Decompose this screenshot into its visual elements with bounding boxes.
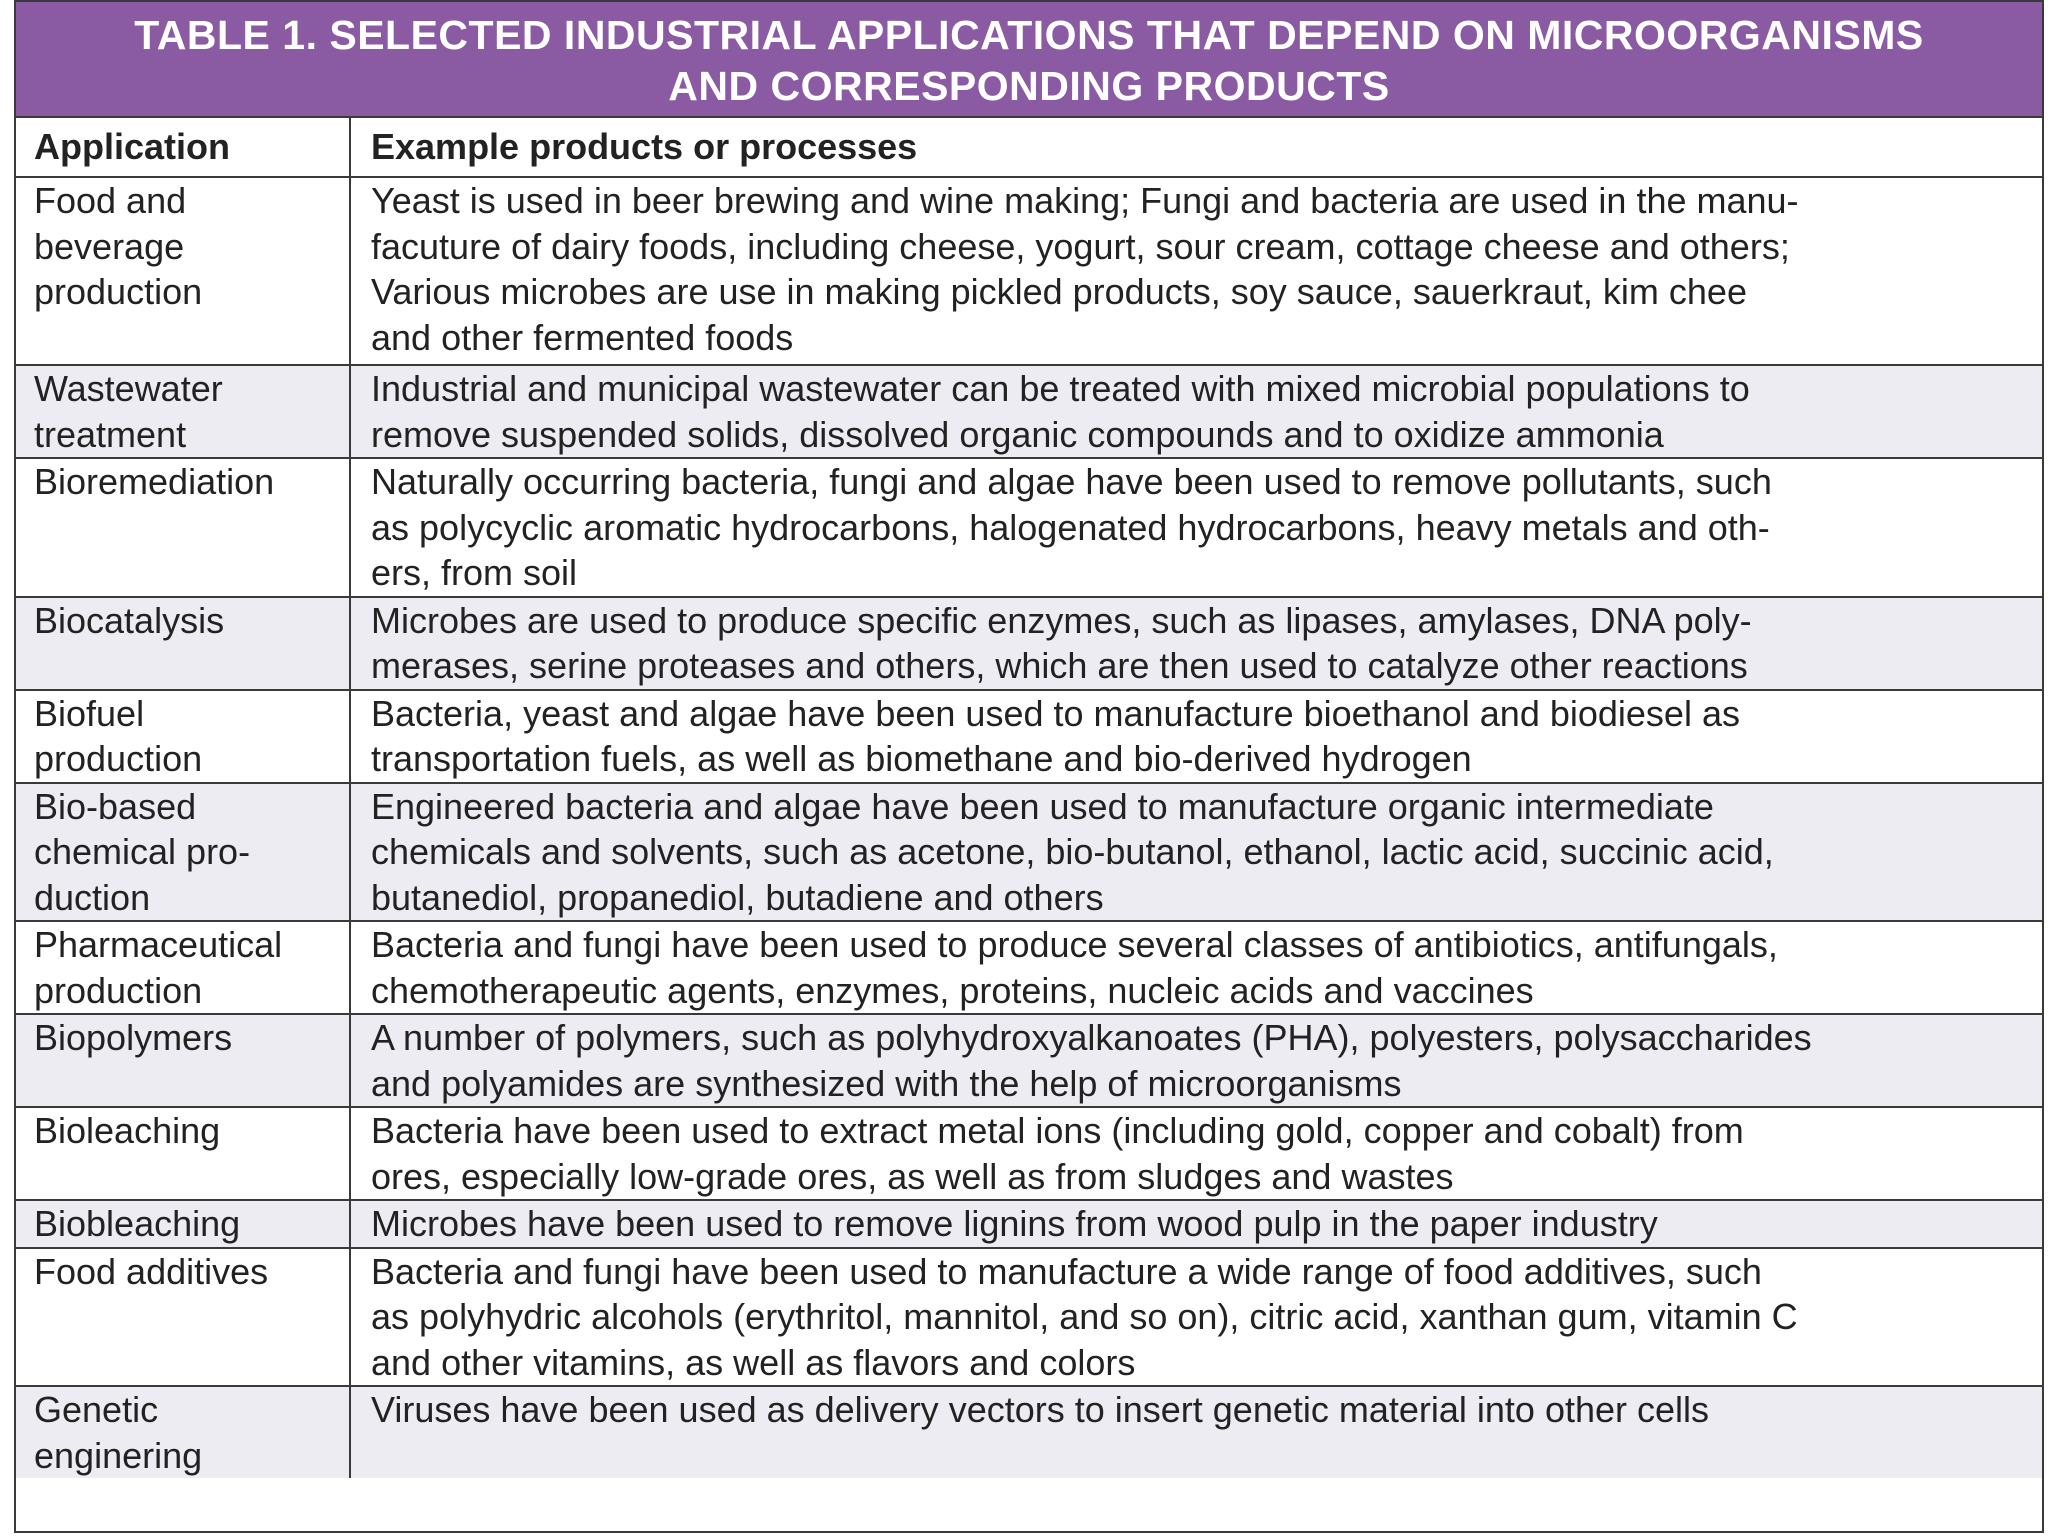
- application-cell: [16, 1200, 350, 1248]
- examples-line: ores, especially low-grade ores, as well as from sludges and wastes: [371, 1155, 1454, 1197]
- examples-line: and other fermented foods: [371, 316, 794, 358]
- examples-line: Bacteria and fungi have been used to produce several classes of antibiotics, antifungals,: [371, 924, 1778, 965]
- application-line: beverage: [34, 225, 185, 267]
- examples-line: Various microbes are use in making pickled products, soy sauce, sauerkraut, kim chee: [371, 271, 1747, 312]
- application-line: Pharmaceutical: [34, 924, 283, 965]
- column-header-application: Application: [16, 118, 350, 177]
- table-header-row: [16, 118, 2042, 177]
- examples-line: butanediol, propanediol, butadiene and others: [371, 876, 1104, 918]
- application-cell: [16, 783, 350, 922]
- examples-line: ers, from soil: [371, 552, 578, 593]
- examples-line: transportation fuels, as well as biomethane and bio-derived hydrogen: [371, 738, 1472, 779]
- examples-line: facuture of dairy foods, including cheese, yogurt, sour cream, cottage cheese and others;: [371, 225, 1790, 267]
- examples-cell: [350, 921, 2042, 1014]
- application-line: Food and: [34, 180, 187, 221]
- application-line: Bioremediation: [34, 461, 275, 502]
- table-row: [16, 597, 2042, 690]
- table-row: [16, 1014, 2042, 1107]
- column-header-examples: Example products or processes: [350, 118, 2042, 177]
- application-line: Food additives: [34, 1250, 269, 1292]
- application-cell: [16, 1386, 350, 1478]
- application-line: production: [34, 969, 203, 1011]
- table-row: [16, 690, 2042, 783]
- examples-line: Microbes have been used to remove lignins from wood pulp in the paper industry: [371, 1203, 1658, 1244]
- examples-line: Bacteria have been used to extract metal ions (including gold, copper and cobalt) from: [371, 1110, 1744, 1151]
- application-line: treatment: [34, 413, 187, 455]
- examples-line: Bacteria, yeast and algae have been used to manufacture bioethanol and biodiesel as: [371, 692, 1740, 734]
- examples-cell: [350, 1107, 2042, 1200]
- application-line: production: [34, 738, 203, 779]
- examples-cell: [350, 690, 2042, 783]
- examples-cell: [350, 597, 2042, 690]
- table-row: [16, 458, 2042, 597]
- examples-line: remove suspended solids, dissolved organic compounds and to oxidize ammonia: [371, 413, 1664, 455]
- examples-line: Microbes are used to produce specific enzymes, such as lipases, amylases, DNA poly-: [371, 599, 1752, 641]
- application-line: enginering: [34, 1434, 203, 1476]
- application-line: Biobleaching: [34, 1203, 241, 1244]
- application-cell: [16, 177, 350, 365]
- examples-line: as polyhydric alcohols (erythritol, mannitol, and so on), citric acid, xanthan gum, vitamin C: [371, 1296, 1798, 1337]
- application-cell: [16, 365, 350, 458]
- table-row: [16, 365, 2042, 458]
- examples-cell: [350, 783, 2042, 922]
- application-line: Biocatalysis: [34, 599, 225, 641]
- table-row: [16, 177, 2042, 365]
- examples-cell: [350, 1248, 2042, 1387]
- examples-cell: [350, 458, 2042, 597]
- application-cell: [16, 1014, 350, 1107]
- application-cell: [16, 597, 350, 690]
- application-line: Bioleaching: [34, 1110, 221, 1151]
- table-title: [16, 2, 2042, 118]
- application-line: chemical pro-: [34, 831, 251, 872]
- examples-cell: [350, 365, 2042, 458]
- application-line: Genetic: [34, 1389, 159, 1430]
- application-cell: [16, 690, 350, 783]
- application-line: production: [34, 271, 203, 312]
- application-line: Biopolymers: [34, 1017, 233, 1058]
- examples-line: Engineered bacteria and algae have been used to manufacture organic intermediate: [371, 785, 1714, 827]
- examples-line: Naturally occurring bacteria, fungi and algae have been used to remove pollutants, such: [371, 461, 1772, 502]
- table-row: [16, 1107, 2042, 1200]
- application-cell: [16, 1248, 350, 1387]
- examples-cell: [350, 1014, 2042, 1107]
- application-cell: [16, 458, 350, 597]
- table-title-line-1: TABLE 1. SELECTED INDUSTRIAL APPLICATIONS THAT DEPEND ON MICROORGANISMS: [134, 12, 1924, 58]
- table-row: [16, 921, 2042, 1014]
- table-row: [16, 1200, 2042, 1248]
- examples-line: merases, serine proteases and others, which are then used to catalyze other reactions: [371, 645, 1748, 686]
- table-body: [16, 177, 2042, 1478]
- examples-line: chemotherapeutic agents, enzymes, proteins, nucleic acids and vaccines: [371, 969, 1534, 1011]
- examples-cell: [350, 1200, 2042, 1248]
- examples-line: and other vitamins, as well as flavors and colors: [371, 1341, 1136, 1383]
- examples-line: and polyamides are synthesized with the help of microorganisms: [371, 1062, 1402, 1104]
- examples-line: as polycyclic aromatic hydrocarbons, halogenated hydrocarbons, heavy metals and oth-: [371, 506, 1770, 548]
- table-row: [16, 1386, 2042, 1478]
- table-row: [16, 1248, 2042, 1387]
- examples-line: Industrial and municipal wastewater can be treated with mixed microbial populations to: [371, 368, 1750, 409]
- application-cell: [16, 921, 350, 1014]
- application-line: duction: [34, 876, 151, 918]
- application-line: Biofuel: [34, 692, 145, 734]
- examples-line: Viruses have been used as delivery vectors to insert genetic material into other cells: [371, 1389, 1710, 1430]
- examples-line: chemicals and solvents, such as acetone, bio-butanol, ethanol, lactic acid, succinic acid,: [371, 831, 1774, 872]
- examples-line: Bacteria and fungi have been used to manufacture a wide range of food additives, such: [371, 1250, 1762, 1292]
- examples-line: A number of polymers, such as polyhydroxyalkanoates (PHA), polyesters, polysaccharides: [371, 1017, 1812, 1058]
- table-row: [16, 783, 2042, 922]
- application-line: Bio-based: [34, 785, 197, 827]
- examples-cell: [350, 177, 2042, 365]
- application-cell: [16, 1107, 350, 1200]
- examples-cell: [350, 1386, 2042, 1478]
- applications-table: [16, 118, 2042, 1478]
- table-title-line-2: AND CORRESPONDING PRODUCTS: [668, 63, 1390, 109]
- application-line: Wastewater: [34, 368, 223, 409]
- microorganism-applications-table: [14, 0, 2044, 1533]
- examples-line: Yeast is used in beer brewing and wine making; Fungi and bacteria are used in the manu-: [371, 180, 1799, 221]
